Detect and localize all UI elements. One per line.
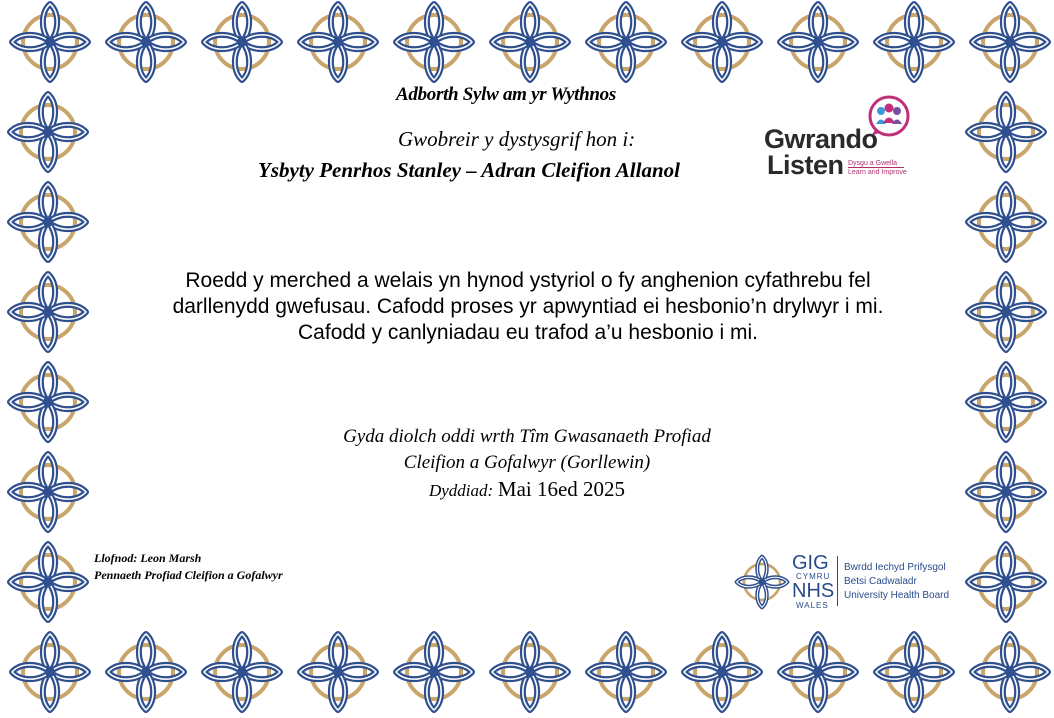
celtic-knot-icon — [200, 630, 284, 714]
quote-line: darllenydd gwefusau. Cafodd proses yr apwyntiad ei hesbonio’n drylwyr i mi. — [172, 295, 884, 318]
certificate-title: Adborth Sylw am yr Wythnos — [396, 84, 616, 105]
celtic-knot-icon — [872, 630, 956, 714]
celtic-knot-icon — [8, 630, 92, 714]
celtic-knot-icon — [872, 0, 956, 84]
celtic-knot-icon — [6, 90, 90, 174]
celtic-knot-icon — [104, 630, 188, 714]
quote-line: Cafodd y canlyniadau eu trafod a’u hesbonio i mi. — [298, 321, 758, 344]
celtic-knot-icon — [964, 540, 1048, 624]
celtic-knot-icon — [680, 630, 764, 714]
celtic-knot-icon — [392, 630, 476, 714]
recipient-name: Ysbyty Penrhos Stanley – Adran Cleifion Allanol — [258, 158, 680, 182]
wales-wordmark: WALES — [796, 601, 829, 610]
celtic-knot-icon — [392, 0, 476, 84]
celtic-knot-icon — [6, 270, 90, 354]
cymru-wordmark: CYMRU — [796, 572, 831, 581]
thanks-line: Gyda diolch oddi wrth Tîm Gwasanaeth Profiad — [343, 426, 711, 447]
celtic-knot-icon — [488, 0, 572, 84]
celtic-knot-icon — [968, 0, 1052, 84]
celtic-knot-icon — [680, 0, 764, 84]
nhs-wordmark: NHS — [792, 580, 835, 602]
celtic-knot-icon — [6, 180, 90, 264]
signature-role: Pennaeth Profiad Cleifion a Gofalwyr — [94, 568, 283, 582]
gig-wordmark: GIG — [792, 552, 829, 574]
gwrando-listen-logo — [764, 94, 914, 184]
celtic-knot-icon — [776, 0, 860, 84]
logo-tagline-english: Learn and Improve — [848, 169, 907, 176]
celtic-knot-icon — [964, 180, 1048, 264]
logo-divider — [848, 167, 904, 168]
celtic-knot-icon — [488, 630, 572, 714]
celtic-knot-icon — [296, 0, 380, 84]
feedback-quote — [110, 268, 946, 346]
health-board-name: Bwrdd Iechyd Prifysgol — [844, 562, 946, 573]
gwrando-wordmark: Gwrando — [764, 124, 878, 154]
logo-tagline-welsh: Dysgu a Gwella — [848, 160, 898, 167]
celtic-knot-icon — [968, 630, 1052, 714]
award-label: Gwobreir y dystysgrif hon i: — [398, 127, 636, 151]
celtic-knot-icon — [584, 630, 668, 714]
quote-line: Roedd y merched a welais yn hynod ystyriol o fy anghenion cyfathrebu fel — [185, 269, 871, 292]
celtic-knot-icon — [6, 540, 90, 624]
celtic-knot-icon — [776, 630, 860, 714]
thanks-line: Cleifion a Gofalwyr (Gorllewin) — [403, 452, 651, 473]
celtic-knot-icon — [734, 554, 790, 610]
celtic-knot-icon — [200, 0, 284, 84]
health-board-name: University Health Board — [844, 590, 950, 601]
celtic-knot-icon — [964, 90, 1048, 174]
celtic-knot-icon — [584, 0, 668, 84]
celtic-knot-icon — [8, 0, 92, 84]
health-board-name: Betsi Cadwaladr — [844, 576, 917, 587]
signature-name: Llofnod: Leon Marsh — [94, 551, 202, 565]
celtic-knot-icon — [964, 270, 1048, 354]
celtic-knot-icon — [296, 630, 380, 714]
date-value: Mai 16ed 2025 — [497, 477, 626, 501]
gig-nhs-logo — [734, 552, 964, 612]
date-row — [0, 477, 1054, 502]
date-label: Dyddiad: — [428, 481, 494, 500]
logo-divider — [837, 556, 838, 606]
celtic-knot-icon — [104, 0, 188, 84]
listen-wordmark: Listen — [767, 150, 844, 180]
